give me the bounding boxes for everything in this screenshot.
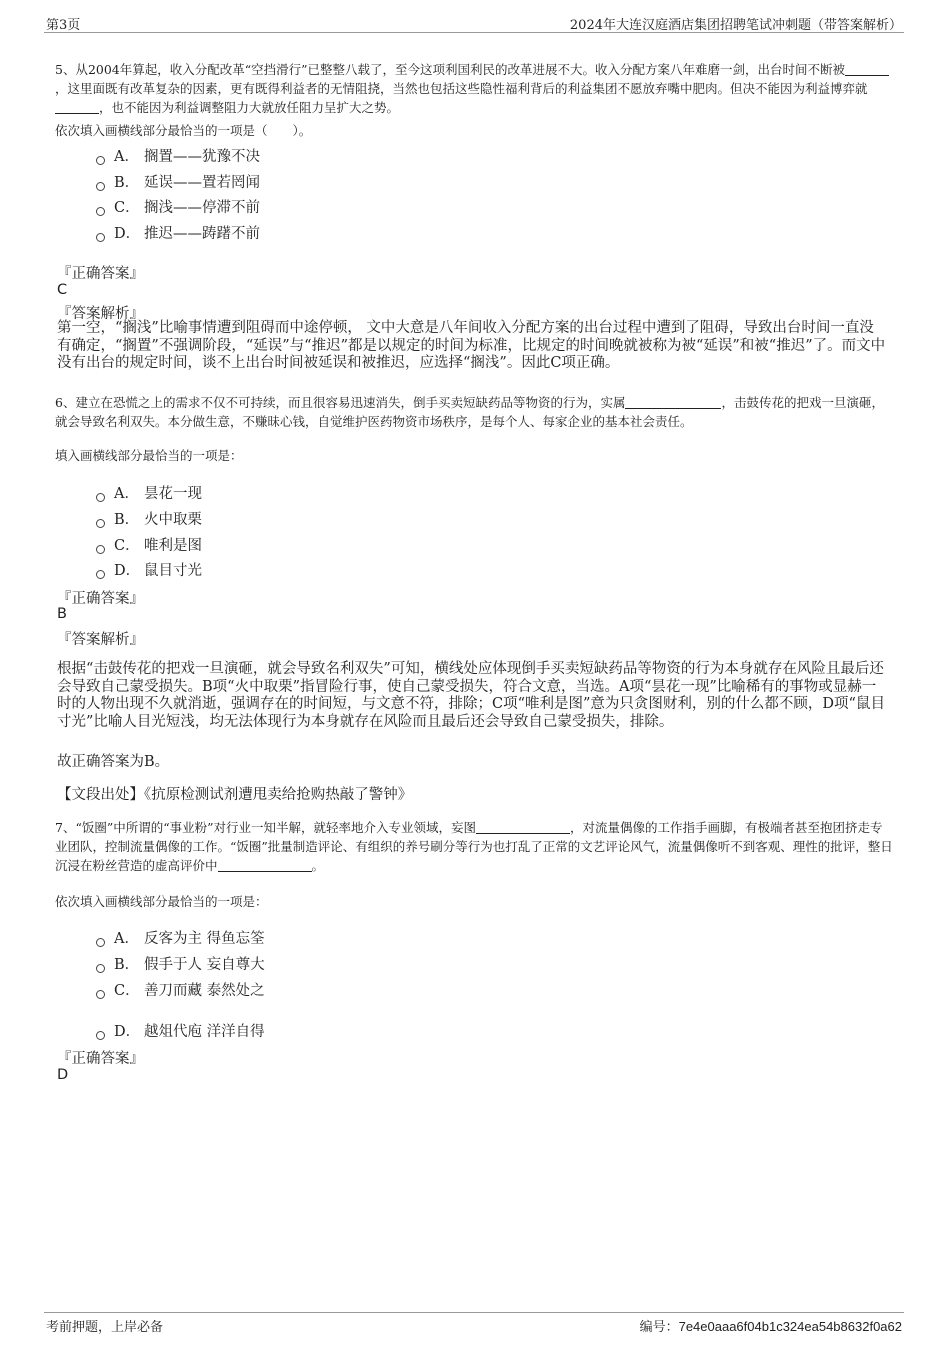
q6-option-a[interactable]: A． 昙花一现 (96, 482, 202, 503)
q6-conclusion: 故正确答案为B。 (57, 754, 170, 770)
fill-blank (55, 101, 99, 114)
radio-icon[interactable] (96, 182, 105, 191)
fill-blank (218, 859, 312, 872)
q5-option-c[interactable]: C． 搁浅——停滞不前 (96, 196, 260, 217)
question-7-part2: ，对流量偶像的工作指手画脚，有极端者甚至抱团挤走专业团队，控制流量偶像的工作。“饭圈”批量制造评论、有组织的养号刷分等行为也打乱了正常的文艺评论风气，流量偶像听不到客观、理性的批评，整日沉浸在粉丝营造的虚高评价中 (55, 820, 893, 873)
radio-icon[interactable] (96, 493, 105, 502)
explanation-label: 『答案解析』 (57, 306, 144, 322)
question-5-instruction: 依次填入画横线部分最恰当的一项是（ ）。 (55, 123, 312, 138)
question-5-part2: ，这里面既有改革复杂的因素，更有既得利益者的无情阻挠，当然也包括这些隐性福利背后的利益集团不愿放弃嘴中肥肉。但决不能因为利益博弈就 (55, 81, 868, 96)
page-footer (44, 1312, 904, 1335)
radio-icon[interactable] (96, 233, 105, 242)
q5-option-d[interactable]: D． 推迟——踌躇不前 (96, 222, 260, 243)
question-5-text (55, 60, 895, 117)
radio-icon[interactable] (96, 990, 105, 999)
q5-answer: C (57, 282, 68, 298)
q7-answer: D (57, 1067, 69, 1083)
q7-option-b[interactable]: B． 假手于人 妄自尊大 (96, 953, 265, 974)
q5-option-b[interactable]: B． 延误——置若罔闻 (96, 171, 260, 192)
document-title: 2024年大连汉庭酒店集团招聘笔试冲刺题（带答案解析） (569, 18, 902, 33)
q6-source: 【文段出处】《抗原检测试剂遭甩卖给抢购热敲了警钟》 (57, 787, 413, 803)
question-6-part2: ，击鼓传花的把戏一旦演砸，就会导致名利双失。本分做生意，不赚昧心钱，自觉维护医药物资市场秩序，是每个人、每家企业的基本社会责任。 (55, 395, 884, 429)
q7-option-d[interactable]: D． 越俎代庖 洋洋自得 (96, 1020, 265, 1041)
radio-icon[interactable] (96, 545, 105, 554)
q6-option-c[interactable]: C． 唯利是图 (96, 534, 202, 555)
question-6-text (55, 393, 895, 431)
question-6-instruction: 填入画横线部分最恰当的一项是： (55, 448, 243, 463)
q6-answer: B (57, 606, 67, 622)
question-7-text (55, 818, 895, 875)
question-7-instruction: 依次填入画横线部分最恰当的一项是： (55, 894, 268, 909)
explanation-label: 『答案解析』 (57, 632, 144, 648)
q6-explanation: 根据“击鼓传花的把戏一旦演砸，就会导致名利双失”可知，横线处应体现倒手买卖短缺药品等物资的行为本身就存在风险且最后还会导致自己蒙受损失。B项“火中取栗”指冒险行事，使自己蒙受损失，符合文意，当选。A项“昙花一现”比喻稀有的事物或显赫一时的人物出现不久就消逝，强调存在的时间短，与文意不符，排除；C项“唯利是图”意为只贪图财利，别的什么都不顾，D项“鼠目寸光”比喻人目光短浅，均无法体现行为本身就存在风险而且最后还会导致自己蒙受损失，排除。 (57, 661, 885, 730)
radio-icon[interactable] (96, 964, 105, 973)
q6-option-d[interactable]: D． 鼠目寸光 (96, 559, 202, 580)
fill-blank (476, 821, 570, 834)
question-6-part1: 6、建立在恐慌之上的需求不仅不可持续，而且很容易迅速消失，倒手买卖短缺药品等物资的行为，实属 (55, 395, 626, 410)
radio-icon[interactable] (96, 570, 105, 579)
q5-explanation: 第一空，“搁浅”比喻事情遭到阻碍而中途停顿， 文中大意是八年间收入分配方案的出台过程中遭到了阻碍，导致出台时间一直没有确定，“搁置”不强调阶段，“延误”与“推迟”都是以规定的时间为标准，比规定的时间晚就被称为被“延误”和被“推迟”了。而文中没有出台的规定时间，谈不上出台时间被延误和被推迟，应选择“搁浅”。因此C项正确。 (57, 320, 886, 371)
page-number: 第3页 (46, 18, 81, 33)
question-7-part3: 。 (311, 858, 325, 873)
correct-answer-label: 『正确答案』 (57, 266, 144, 282)
document-code: 编号：7e4e0aaa6f04b1c324ea54b8632f0a62 (639, 1319, 902, 1335)
radio-icon[interactable] (96, 156, 105, 165)
page-header (44, 10, 904, 33)
q6-option-b[interactable]: B． 火中取栗 (96, 508, 202, 529)
question-5-part3: ，也不能因为利益调整阻力大就放任阻力呈扩大之势。 (99, 100, 400, 115)
fill-blank (625, 396, 721, 409)
q7-option-a[interactable]: A． 反客为主 得鱼忘筌 (96, 927, 265, 948)
radio-icon[interactable] (96, 938, 105, 947)
question-7-part1: 7、“饭圈”中所谓的“事业粉”对行业一知半解，就轻率地介入专业领域，妄图 (55, 820, 477, 835)
q5-option-a[interactable]: A． 搁置——犹豫不决 (96, 145, 260, 166)
fill-blank (845, 63, 889, 76)
footer-slogan: 考前押题，上岸必备 (46, 1320, 164, 1335)
q7-option-c[interactable]: C． 善刀而藏 泰然处之 (96, 979, 265, 1000)
radio-icon[interactable] (96, 1031, 105, 1040)
radio-icon[interactable] (96, 519, 105, 528)
correct-answer-label: 『正确答案』 (57, 591, 144, 607)
question-5-part1: 5、从2004年算起，收入分配改革“空挡滑行”已整整八载了，至今这项利国利民的改革进展不大。收入分配方案八年难磨一剑，出台时间不断被 (55, 62, 846, 77)
radio-icon[interactable] (96, 207, 105, 216)
correct-answer-label: 『正确答案』 (57, 1051, 144, 1067)
